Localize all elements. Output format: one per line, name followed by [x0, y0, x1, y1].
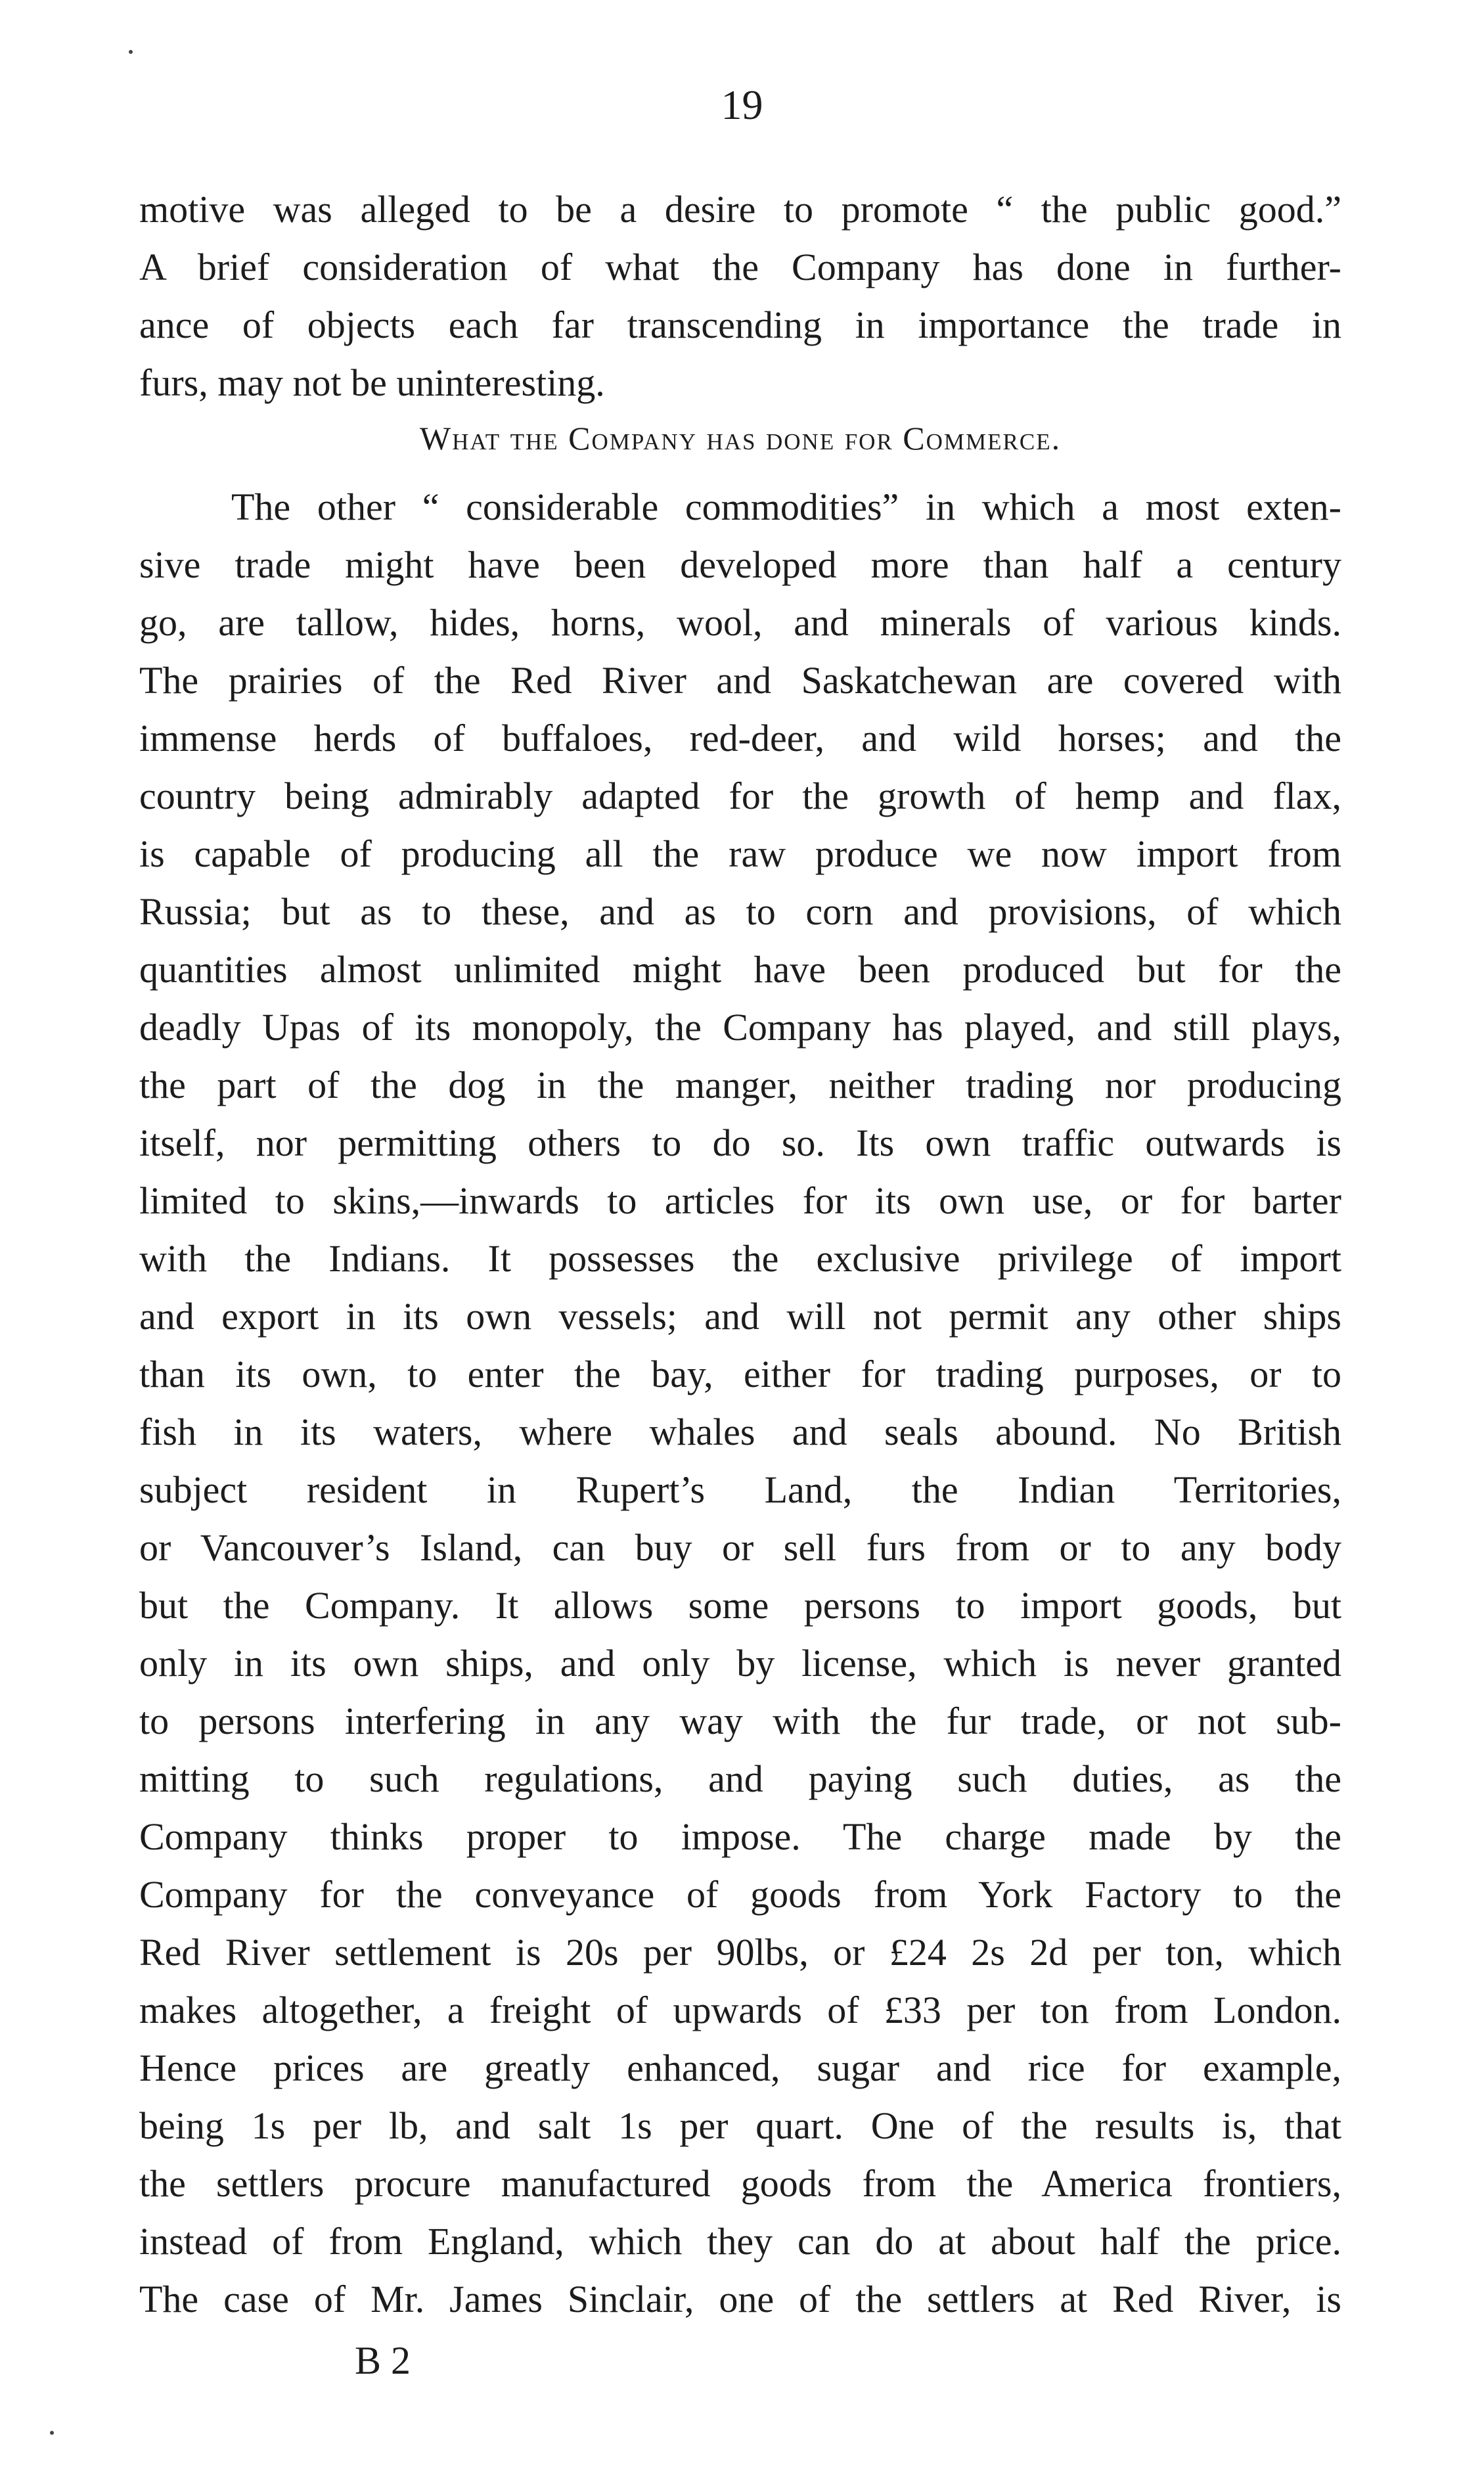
text-line: makes altogether, a freight of upwards of £33 per ton from London. — [139, 1989, 1341, 2031]
text-line: The prairies of the Red River and Saskatchewan are covered with — [139, 659, 1341, 702]
section-heading: What the Company has done for Commerce. — [419, 420, 1062, 457]
text-line: A brief consideration of what the Company has done in further- — [139, 246, 1341, 288]
text-line: with the Indians. It possesses the exclusive privilege of import — [139, 1237, 1341, 1280]
text-line: furs, may not be uninteresting. — [139, 361, 605, 404]
text-line: fish in its waters, where whales and seals abound. No British — [139, 1411, 1341, 1453]
text-line: itself, nor permitting others to do so. Its own traffic outwards is — [139, 1121, 1341, 1164]
paper-speck — [129, 50, 133, 54]
text-line: ance of objects each far transcending in importance the trade in — [139, 304, 1341, 346]
text-line: or Vancouver’s Island, can buy or sell furs from or to any body — [139, 1526, 1341, 1569]
text-line: immense herds of buffaloes, red-deer, and wild horses; and the — [139, 717, 1341, 759]
text-line: being 1s per lb, and salt 1s per quart. One of the results is, that — [139, 2104, 1341, 2147]
text-line: go, are tallow, hides, horns, wool, and minerals of various kinds. — [139, 601, 1341, 644]
paper-speck — [50, 2431, 54, 2435]
text-line: Company for the conveyance of goods from York Factory to the — [139, 1873, 1341, 1916]
text-line: Russia; but as to these, and as to corn and provisions, of which — [139, 890, 1341, 933]
page-number: 19 — [721, 81, 763, 128]
text-line: than its own, to enter the bay, either for trading purposes, or to — [139, 1353, 1341, 1395]
text-line: the part of the dog in the manger, neither trading nor producing — [139, 1064, 1341, 1106]
text-line: is capable of producing all the raw produce we now import from — [139, 832, 1341, 875]
signature-mark: B 2 — [355, 2339, 411, 2382]
paragraph-intro — [139, 181, 1341, 412]
text-line: The other “ considerable commodities” in which a most exten- — [231, 486, 1341, 528]
text-line: Red River settlement is 20s per 90lbs, or £24 2s 2d per ton, which — [139, 1931, 1341, 1974]
text-line: sive trade might have been developed more than half a century — [139, 543, 1341, 586]
text-line: mitting to such regulations, and paying such duties, as the — [139, 1757, 1341, 1800]
text-line: only in its own ships, and only by license, which is never granted — [139, 1642, 1341, 1685]
text-line: Company thinks proper to impose. The charge made by the — [139, 1815, 1341, 1858]
text-line: the settlers procure manufactured goods from the America frontiers, — [139, 2162, 1341, 2205]
text-line: instead of from England, which they can do at about half the price. — [139, 2220, 1341, 2263]
text-line: country being admirably adapted for the growth of hemp and flax, — [139, 775, 1341, 817]
text-line: motive was alleged to be a desire to promote “ the public good.” — [139, 188, 1341, 231]
text-line: Hence prices are greatly enhanced, sugar and rice for example, — [139, 2047, 1341, 2089]
text-line: limited to skins,—inwards to articles for its own use, or for barter — [139, 1179, 1341, 1222]
text-line: subject resident in Rupert’s Land, the Indian Territories, — [139, 1468, 1341, 1511]
text-line: to persons interfering in any way with the fur trade, or not sub- — [139, 1700, 1341, 1742]
text-line: quantities almost unlimited might have been produced but for the — [139, 948, 1341, 991]
paragraph-commerce — [139, 478, 1341, 2328]
text-line: The case of Mr. James Sinclair, one of the settlers at Red River, is — [139, 2278, 1341, 2320]
text-line: and export in its own vessels; and will not permit any other ships — [139, 1295, 1341, 1338]
text-line: deadly Upas of its monopoly, the Company has played, and still plays, — [139, 1006, 1341, 1049]
text-line: but the Company. It allows some persons to import goods, but — [139, 1584, 1341, 1627]
